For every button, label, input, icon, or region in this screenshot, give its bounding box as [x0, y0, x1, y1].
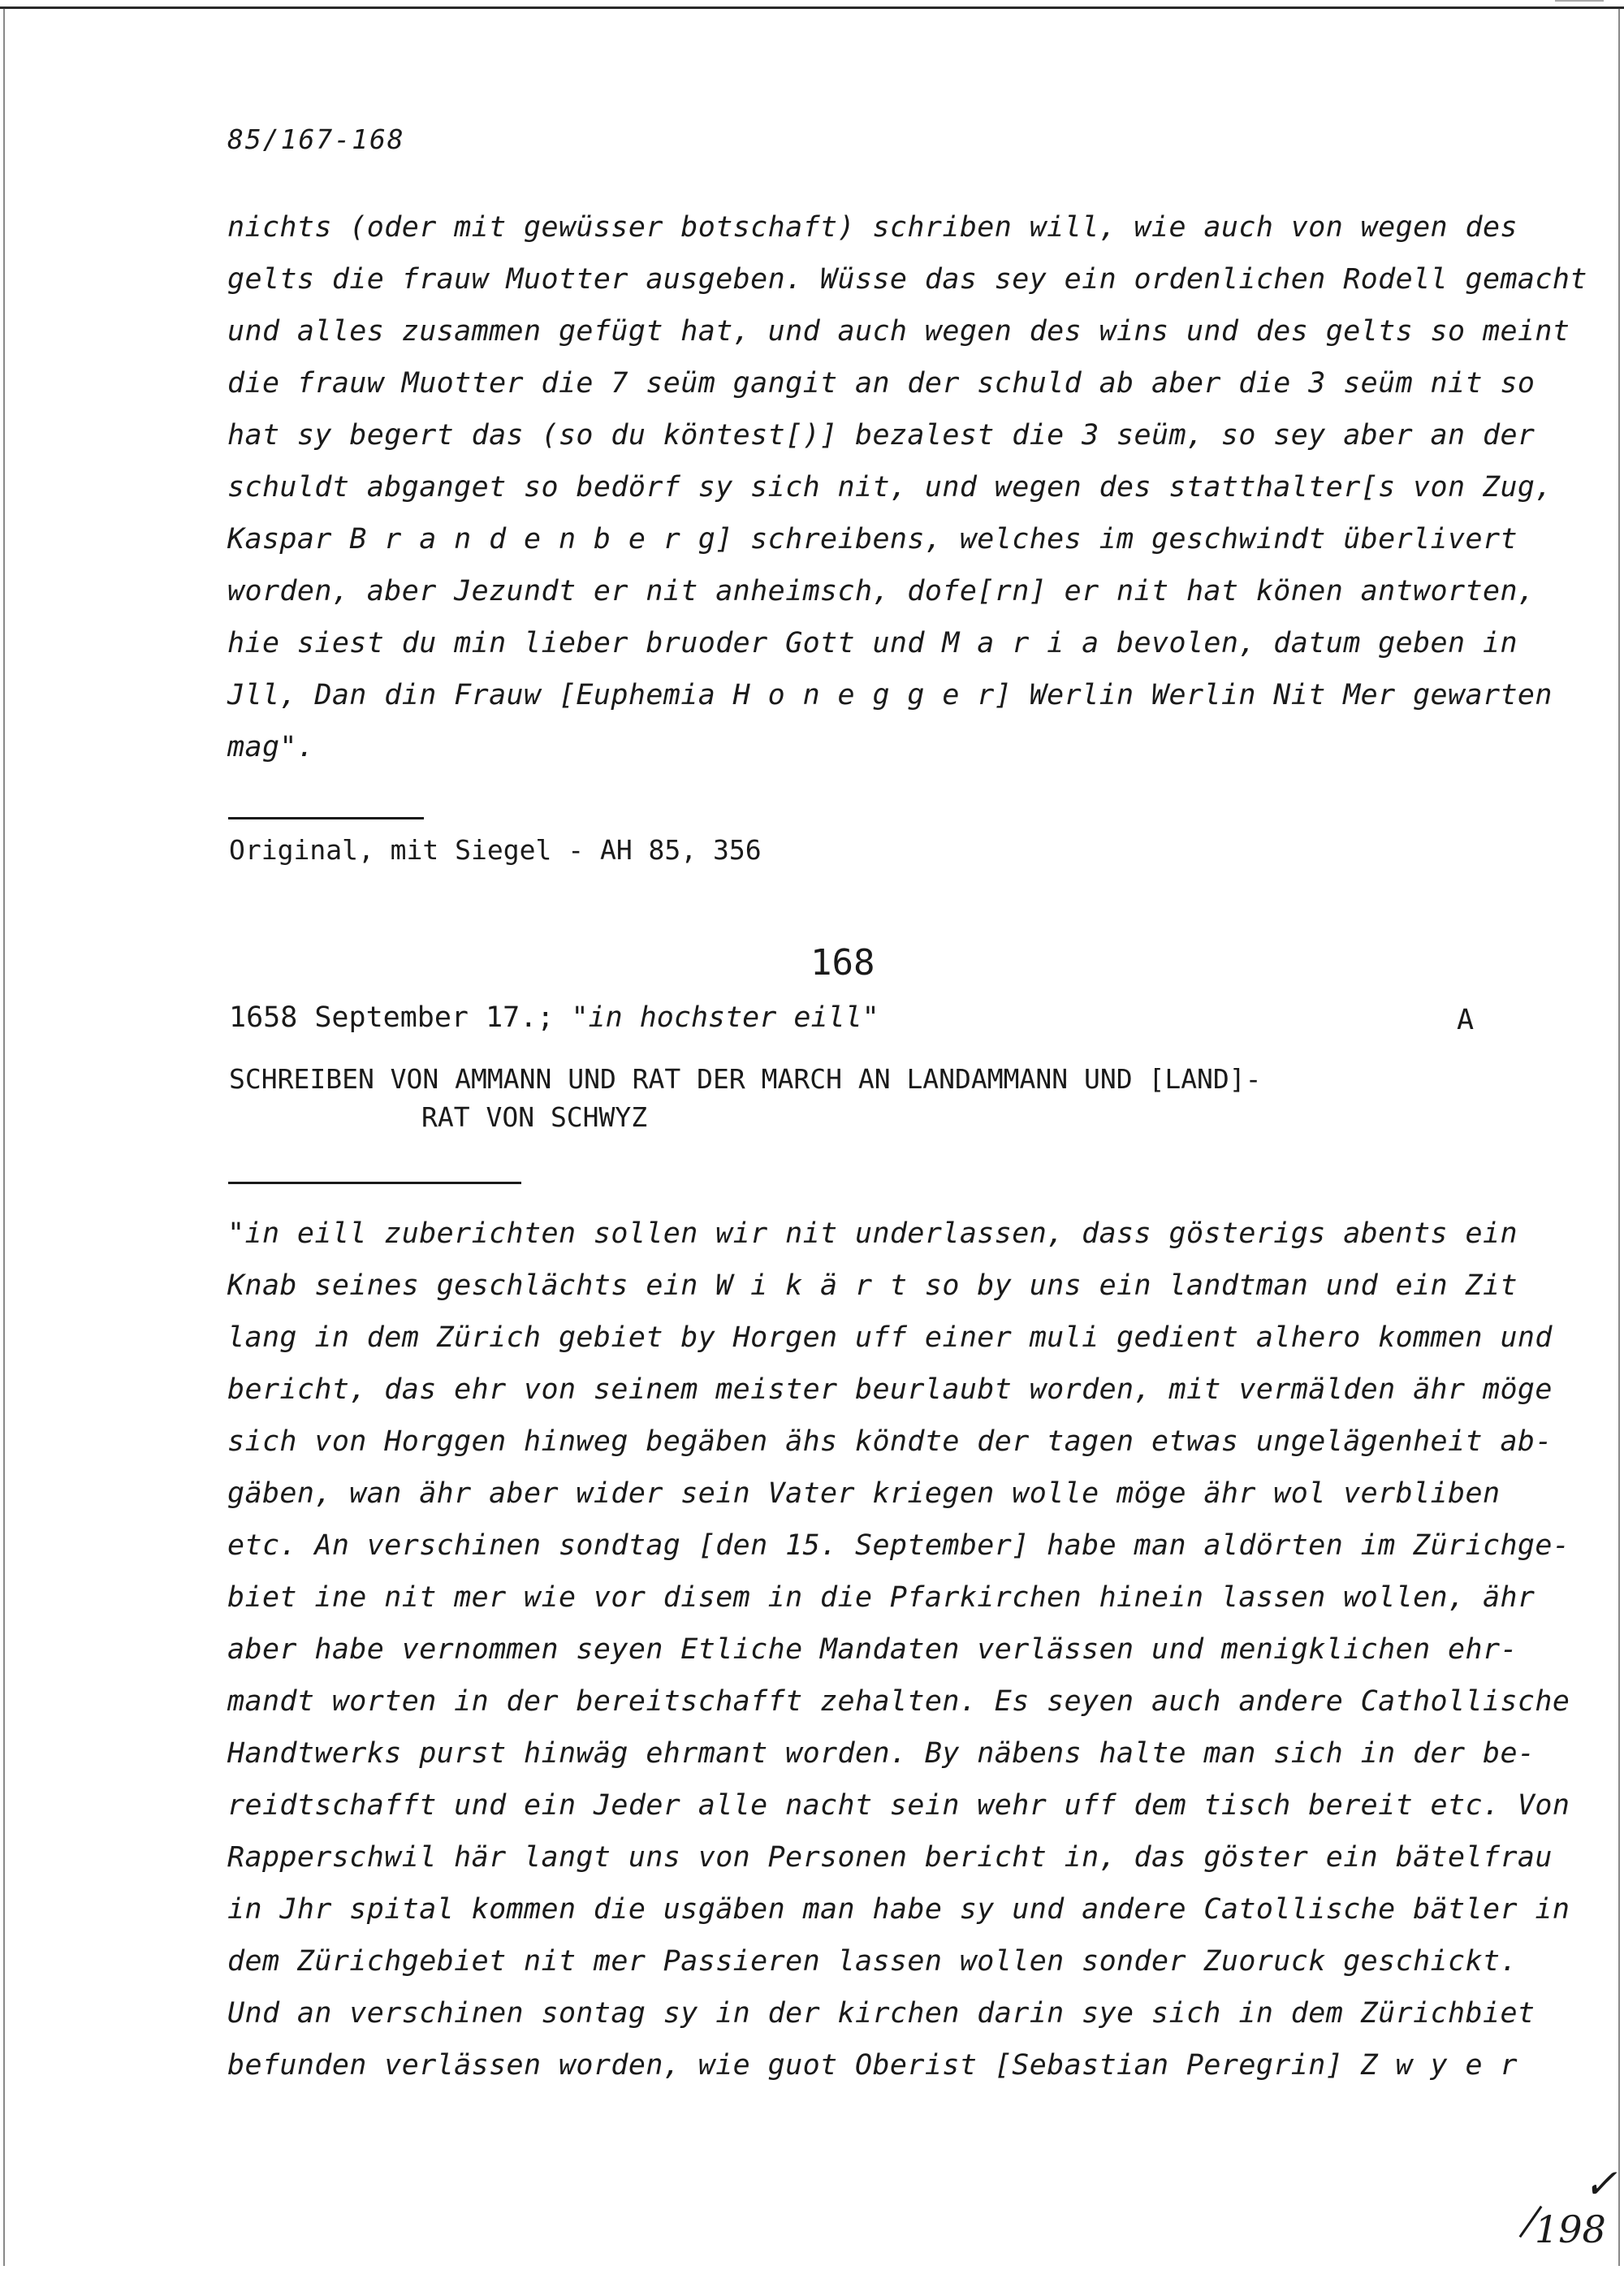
text-line: und alles zusammen gefügt hat, und auch wegen des wins und des gelts so meint [227, 315, 1570, 348]
category-marker: A [1457, 1004, 1475, 1036]
text-line: "in eill zuberichten sollen wir nit underlassen, dass gösterigs abents ein [227, 1217, 1518, 1250]
text-line: befunden verlässen worden, wie guot Oberist [Sebastian Peregrin] Z w y e r [227, 2049, 1518, 2082]
text-line: in Jhr spital kommen die usgäben man habe sy und andere Catollische bätler in [227, 1893, 1570, 1926]
text-line: mandt worten in der bereitschafft zehalten. Es seyen auch andere Cathollische [227, 1685, 1570, 1718]
text-line: sich von Horggen hinweg begäben ähs köndte der tagen etwas ungelägenheit ab- [227, 1425, 1553, 1458]
document-number: 168 [810, 942, 875, 984]
text-line: worden, aber Jezundt er nit anheimsch, dofe[rn] er nit hat könen antworten, [227, 575, 1535, 607]
text-line: die frauw Muotter die 7 seüm gangit an der schuld ab aber die 3 seüm nit so [227, 367, 1535, 400]
text-line: bericht, das ehr von seinem meister beurlaubt worden, mit vermälden ähr möge [227, 1373, 1553, 1406]
text-line: Rapperschwil här langt uns von Personen bericht in, das göster ein bätelfrau [227, 1841, 1553, 1874]
check-mark-icon: ✓ [1583, 2160, 1618, 2207]
text-line: gelts die frauw Muotter ausgeben. Wüsse das sey ein ordenlichen Rodell gemacht [227, 263, 1587, 296]
letter-text [227, 1208, 1570, 2091]
text-line: etc. An verschinen sondtag [den 15. September] habe man aldörten im Zürichge- [227, 1529, 1570, 1562]
text-line: reidtschafft und ein Jeder alle nacht sein wehr uff dem tisch bereit etc. Von [227, 1789, 1570, 1822]
heading-line: RAT VON SCHWYZ [421, 1101, 648, 1133]
text-line: Handtwerks purst hinwäg ehrmant worden. By näbens halte man sich in der be- [227, 1737, 1535, 1770]
page-reference: 85/167-168 [227, 123, 405, 155]
text-line: lang in dem Zürich gebiet by Horgen uff einer muli gedient alhero kommen und [227, 1321, 1553, 1354]
scan-edge-left [3, 8, 5, 2266]
text-line: gäben, wan ähr aber wider sein Vater kriegen wolle möge ähr wol verbliben [227, 1477, 1501, 1510]
scan-edge-right [1618, 8, 1620, 2266]
text-line: Knab seines geschlächts ein W i k ä r t so by uns ein landtman und ein Zit [227, 1269, 1518, 1302]
folio-number: 198 [1535, 2207, 1606, 2251]
source-note: Original, mit Siegel - AH 85, 356 [229, 834, 762, 866]
text-line: biet ine nit mer wie vor disem in die Pfarkirchen hinein lassen wollen, ähr [227, 1581, 1535, 1614]
text-line: dem Zürichgebiet nit mer Passieren lassen wollen sonder Zuoruck geschickt. [227, 1945, 1518, 1978]
date-line [229, 1001, 879, 1034]
heading-line: SCHREIBEN VON AMMANN UND RAT DER MARCH AN LANDAMMANN UND [LAND]- [229, 1063, 1262, 1095]
scan-mark [1555, 0, 1604, 6]
text-line: aber habe vernommen seyen Etliche Mandaten verlässen und menigklichen ehr- [227, 1633, 1518, 1666]
text-line: mag". [227, 731, 315, 763]
text-line: hat sy begert das (so du köntest[)] bezalest die 3 seüm, so sey aber an der [227, 419, 1535, 452]
letter-continuation [227, 201, 1587, 773]
scan-edge-top [0, 6, 1624, 9]
text-line: Und an verschinen sontag sy in der kirchen darin sye sich in dem Zürichbiet [227, 1997, 1535, 2030]
heading-divider [228, 1182, 521, 1184]
text-line: nichts (oder mit gewüsser botschaft) schriben will, wie auch von wegen des [227, 211, 1518, 244]
text-line: hie siest du min lieber bruoder Gott und M a r i a bevolen, datum geben in [227, 627, 1518, 659]
section-divider [228, 817, 424, 819]
date: 1658 September 17.; [229, 1001, 555, 1034]
document-heading [229, 1060, 1262, 1136]
text-line: Jll, Dan din Frauw [Euphemia H o n e g g e r] Werlin Werlin Nit Mer gewarten [227, 679, 1553, 711]
date-note: "in hochster eill" [571, 1001, 879, 1034]
text-line: Kaspar B r a n d e n b e r g] schreibens, welches im geschwindt überlivert [227, 523, 1518, 556]
text-line: schuldt abganget so bedörf sy sich nit, und wegen des statthalter[s von Zug, [227, 471, 1553, 504]
